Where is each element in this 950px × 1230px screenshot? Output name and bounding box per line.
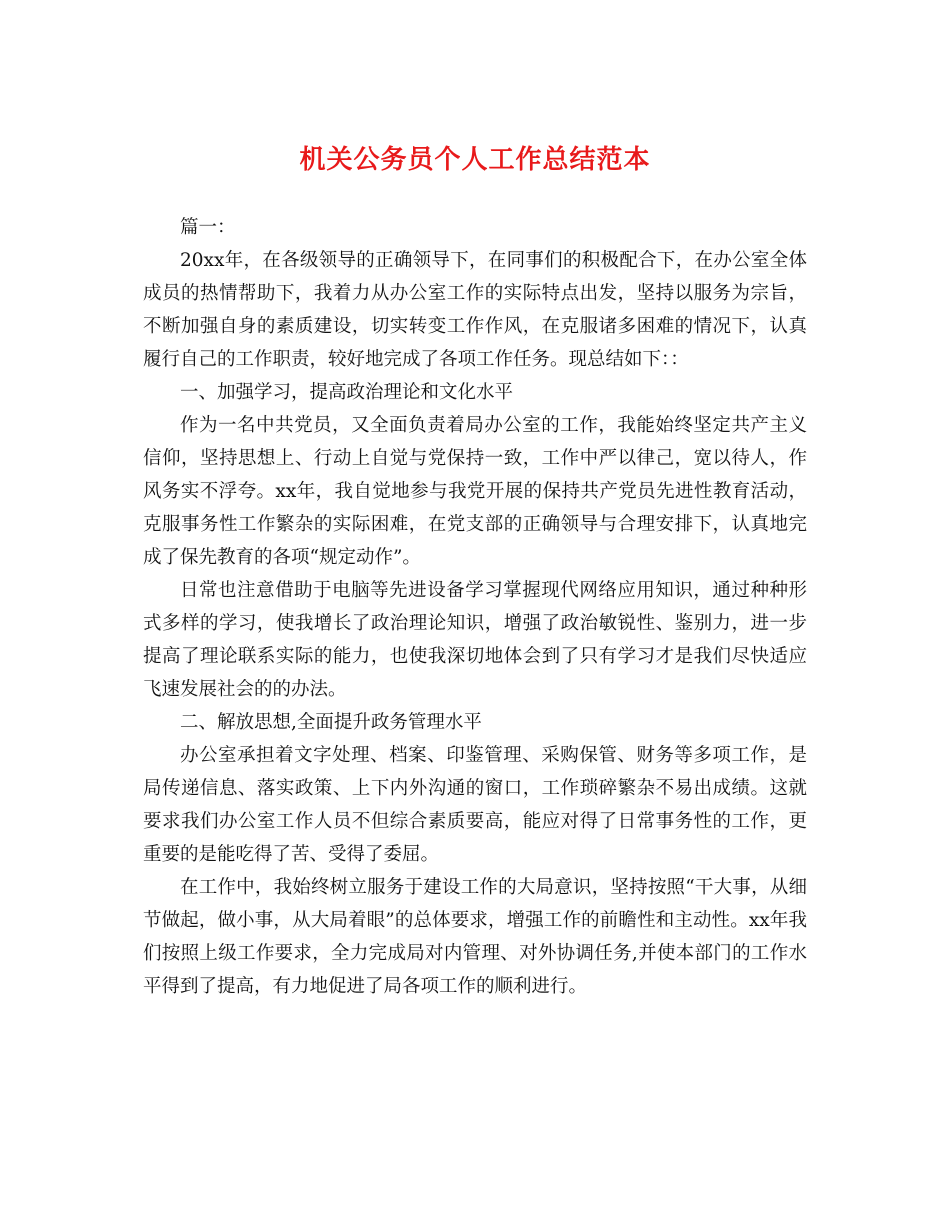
document-title: 机关公务员个人工作总结范本 — [299, 145, 651, 175]
paragraph-party-member: 作为一名中共党员，又全面负责着局办公室的工作，我能始终坚定共产主义信仰，坚持思想上、行动上自觉与党保持一致，工作中严以律己，宽以待人，作风务实不浮夸。xx年，我自觉地参与我党开展的保持共产党员先进性教育活动，克服事务性工作繁杂的实际困难，在党支部的正确领导与合理安排下，认真地完成了保先教育的各项“规定动作”。 — [143, 415, 807, 568]
paragraph-work-approach: 在工作中，我始终树立服务于建设工作的大局意识，坚持按照“干大事，从细节做起，做小事，从大局着眼”的总体要求，增强工作的前瞻性和主动性。xx年我们按照上级工作要求，全力完成局对内管理、对外协调任务,并使本部门的工作水平得到了提高，有力地促进了局各项工作的顺利进行。 — [143, 877, 807, 997]
document-body — [143, 211, 807, 1003]
section-heading-management: 二、解放思想,全面提升政务管理水平 — [180, 712, 482, 733]
section-heading-study: 一、加强学习，提高政治理论和文化水平 — [180, 382, 514, 403]
paragraph-heading-part-one: 篇一： — [180, 217, 236, 238]
paragraph-office-duties: 办公室承担着文字处理、档案、印鉴管理、采购保管、财务等多项工作，是局传递信息、落实政策、上下内外沟通的窗口，工作琐碎繁杂不易出成绩。这就要求我们办公室工作人员不但综合素质要高，能应对得了日常事务性的工作，更重要的是能吃得了苦、受得了委屈。 — [143, 745, 807, 865]
paragraph-intro: 20xx年，在各级领导的正确领导下，在同事们的积极配合下，在办公室全体成员的热情帮助下，我着力从办公室工作的实际特点出发，坚持以服务为宗旨，不断加强自身的素质建设，切实转变工作作风，在克服诸多困难的情况下，认真履行自己的工作职责，较好地完成了各项工作任务。现总结如下：： — [143, 250, 807, 370]
paragraph-daily-learning: 日常也注意借助于电脑等先进设备学习掌握现代网络应用知识，通过种种形式多样的学习，使我增长了政治理论知识，增强了政治敏锐性、鉴别力，进一步提高了理论联系实际的能力，也使我深切地体会到了只有学习才是我们尽快适应飞速发展社会的的办法。 — [143, 580, 807, 700]
